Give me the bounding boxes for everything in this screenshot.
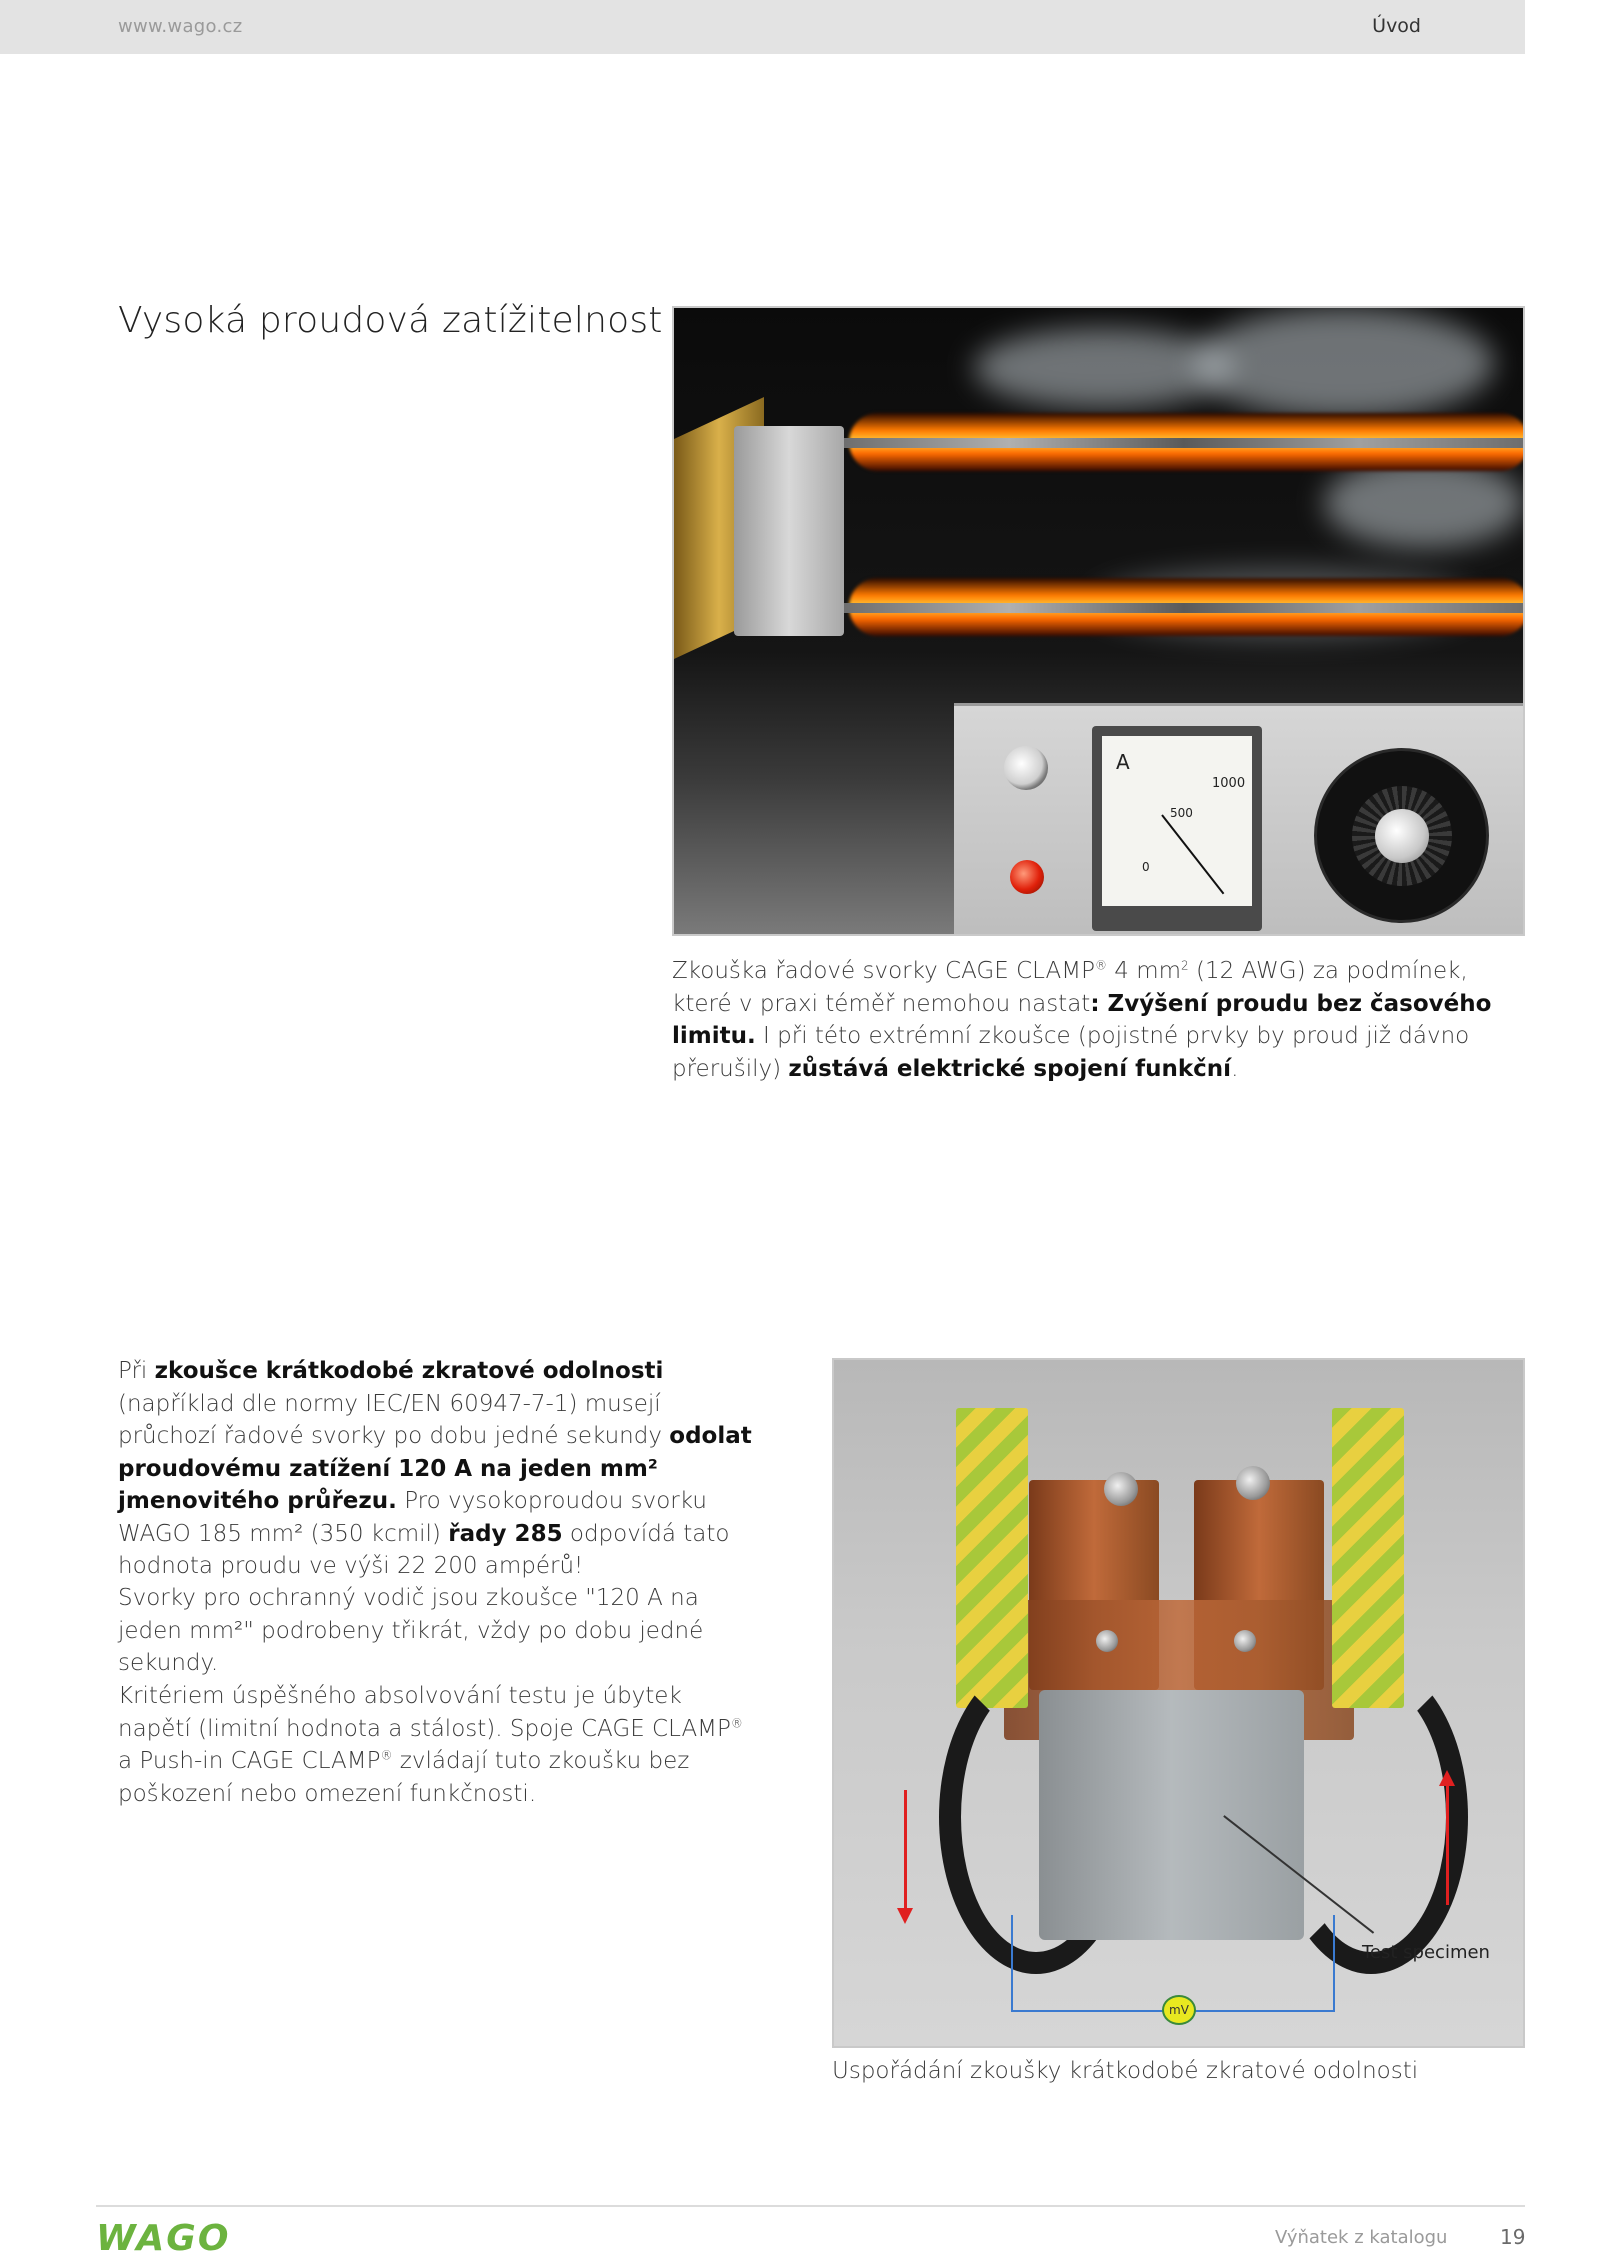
paragraph-text: a Push-in CAGE CLAMP <box>118 1748 381 1774</box>
caption-text: Zkouška řadové svorky CAGE CLAMP <box>672 958 1095 984</box>
control-dial <box>1314 748 1489 923</box>
section-title: Vysoká proudová zatížitelnost <box>118 300 663 341</box>
caption-bold: zůstává elektrické spojení funkční <box>788 1055 1232 1082</box>
current-arrow-up <box>1446 1785 1449 1905</box>
ammeter-needle <box>1161 814 1224 894</box>
paragraph-bold: řady 285 <box>448 1520 563 1547</box>
millivolt-meter-icon: mV <box>1162 1995 1196 2025</box>
heat-test-caption <box>672 955 1532 1085</box>
caption-text: . <box>1231 1055 1239 1082</box>
caption-bold: : Zvýšení proudu bez časového limitu. <box>672 990 1492 1049</box>
dial-knob <box>1375 809 1429 863</box>
paragraph-text: Pro vysokoproudou svorku WAGO 185 mm² (350 kcmil) <box>118 1488 707 1547</box>
ammeter <box>1092 726 1262 931</box>
paragraph-bold: odolat proudovému zatížení 120 A na jeden mm² jmenovitého průřezu. <box>118 1423 752 1514</box>
paragraph-text: zvládají tuto zkoušku bez poškození nebo omezení funkčnosti. <box>118 1748 690 1807</box>
short-circuit-test-caption: Uspořádání zkoušky krátkodobé zkratové odolnosti <box>832 2058 1419 2084</box>
registered-mark: ® <box>1094 958 1107 973</box>
smoke <box>1194 308 1494 418</box>
screw-icon <box>1234 1630 1256 1652</box>
paragraph-criterion <box>118 1680 758 1810</box>
paragraph-bold: zkoušce krátkodobé zkratové odolnosti <box>154 1358 664 1384</box>
wago-logo: WAGO <box>96 2218 231 2259</box>
arrow-up-icon <box>1439 1770 1455 1786</box>
wire-core <box>834 603 1525 613</box>
wire-core <box>834 438 1525 448</box>
registered-mark: ® <box>380 1748 393 1763</box>
ammeter-face <box>1102 736 1252 906</box>
superscript: 2 <box>1181 958 1189 973</box>
page-header <box>0 0 1525 54</box>
footer-catalog-label: Výňatek z katalogu <box>1275 2227 1448 2248</box>
caption-text: 4 mm <box>1106 958 1182 984</box>
paragraph-protective-conductor: Svorky pro ochranný vodič jsou zkoušce "120 A na jeden mm²" podrobeny třikrát, vždy po dobu jedné sekundy. <box>118 1585 704 1676</box>
paragraph-text: Kritériem úspěšného absolvování testu je úbytek napětí (limitní hodnota a stálost). Spoje CAGE CLAMP <box>118 1683 731 1742</box>
caption-text: I při této extrémní zkoušce (pojistné prvky by proud již dávno přerušily) <box>672 1023 1470 1082</box>
short-circuit-test-photo <box>832 1358 1525 2048</box>
indicator-lamp-white <box>1004 746 1048 790</box>
test-specimen-terminal <box>1039 1690 1304 1940</box>
header-section-title: Úvod <box>1372 15 1421 37</box>
ammeter-scale-max: 1000 <box>1212 776 1246 791</box>
paragraph-text: odpovídá tato hodnota proudu ve výši 22 200 ampérů! <box>118 1520 730 1579</box>
screw-icon <box>1236 1466 1270 1500</box>
current-arrow-down <box>904 1790 907 1910</box>
header-url: www.wago.cz <box>118 16 243 37</box>
screw-icon <box>1096 1630 1118 1652</box>
ammeter-unit: A <box>1116 750 1130 774</box>
heat-test-photo <box>672 306 1525 936</box>
ammeter-scale-mid: 500 <box>1170 806 1193 820</box>
terminal-block <box>734 426 844 636</box>
screw-icon <box>1104 1472 1138 1506</box>
footer-divider <box>96 2205 1525 2207</box>
smoke <box>1324 458 1524 548</box>
arrow-down-icon <box>897 1908 913 1924</box>
indicator-lamp-red <box>1010 860 1044 894</box>
caption-text: (12 AWG) za podmínek, které v praxi téměř nemohou nastat <box>672 958 1468 1017</box>
registered-mark: ® <box>730 1715 743 1730</box>
ammeter-scale-min: 0 <box>1142 860 1150 874</box>
paragraph-text: Při <box>118 1358 155 1384</box>
page-number: 19 <box>1500 2225 1526 2249</box>
paragraph-short-circuit <box>118 1355 758 1583</box>
paragraph-text: (například dle normy IEC/EN 60947-7-1) musejí průchozí řadové svorky po dobu jedné sekundy <box>118 1390 670 1449</box>
test-specimen-label: Test specimen <box>1362 1942 1490 1963</box>
